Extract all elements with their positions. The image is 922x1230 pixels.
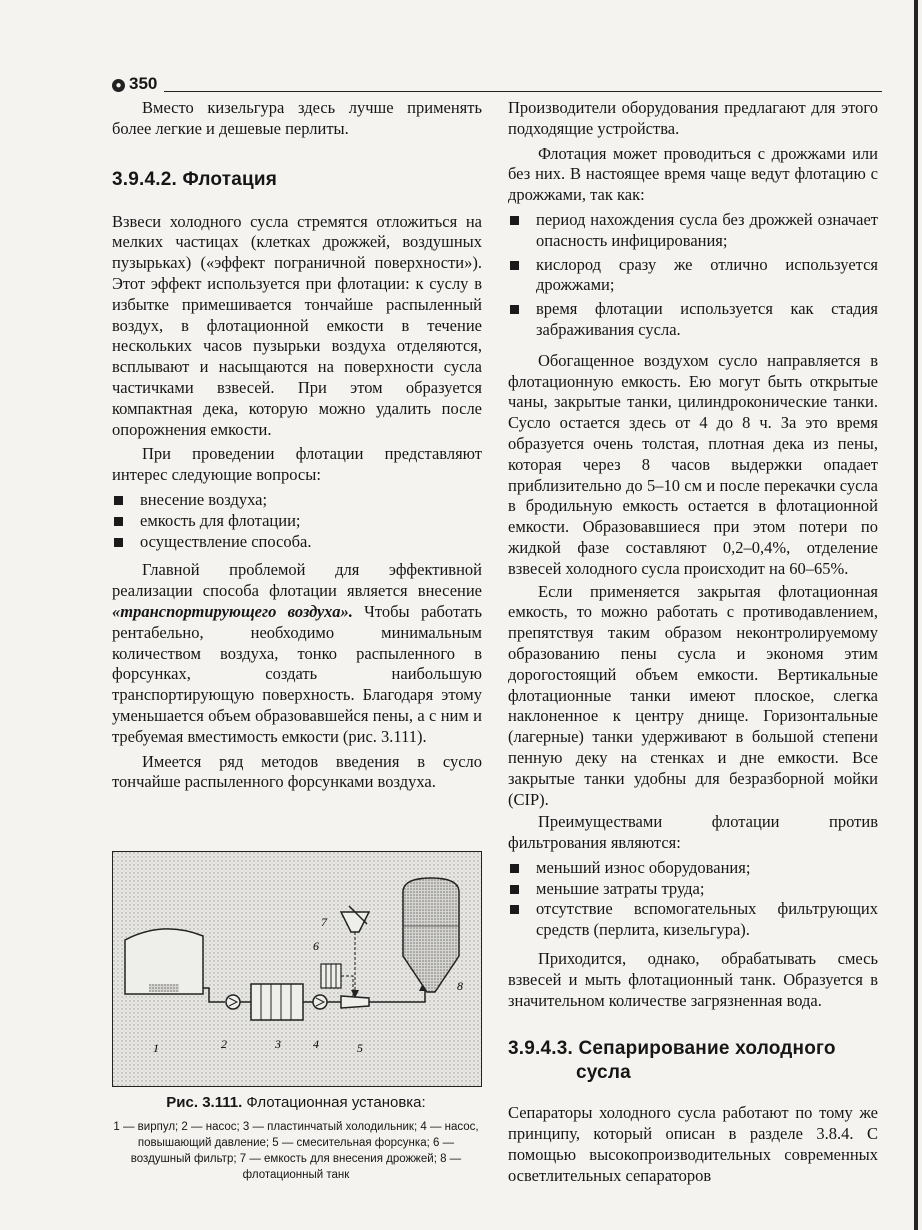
paragraph: Обогащенное воздухом сусло направляется в флотационную емкость. Ею могут быть открытые чаны, закрытые танки, цилиндроконические танки. Сусло остается здесь от 4 до 8 ч. За это время образуется очень толстая, плотная дека из пены, которая через 8 часов выдержки опадает приблизительно до 5–10 см и после перекачки сусла в бродильную емкость остается в флотационной емкости. Образовавшиеся при этом потери по жидкой фазе составляют 0,2–0,4%, отделение взвесей холодного сусла происходит на 60–65%. bbox=[508, 350, 878, 578]
emphasis: «транспортирующего воздуха». bbox=[112, 601, 353, 621]
list-item: период нахождения сусла без дрожжей означает опасность инфицирования; bbox=[508, 210, 878, 252]
paragraph: Флотация может проводиться с дрожжами или без них. В настоящее время чаще ведут флотацию с дрожжами, так как: bbox=[508, 143, 878, 205]
bullet-icon bbox=[114, 538, 123, 547]
bullet-list bbox=[508, 210, 878, 341]
page-number-text: 350 bbox=[129, 74, 158, 93]
diagram-label: 8 bbox=[457, 979, 463, 993]
list-item: меньший износ оборудования; bbox=[508, 858, 878, 879]
bullet-icon bbox=[510, 885, 519, 894]
paragraph: Приходится, однако, обрабатывать смесь взвесей и мыть флотационный танк. Образуется в значительном количестве загрязненная вода. bbox=[508, 949, 878, 1010]
paragraph: Вместо кизельгура здесь лучше применять более легкие и дешевые перлиты. bbox=[112, 98, 482, 138]
figure-caption bbox=[112, 1093, 480, 1183]
bullet-icon bbox=[114, 517, 123, 526]
list-item: осуществление способа. bbox=[112, 532, 482, 553]
bullet-icon bbox=[114, 496, 123, 505]
right-column bbox=[508, 98, 878, 1187]
diagram-label: 1 bbox=[153, 1041, 159, 1055]
list-item: отсутствие вспомогательных фильтрующих средств (перлита, кизельгура). bbox=[508, 899, 878, 941]
header-rule bbox=[164, 91, 882, 92]
plate-cooler bbox=[251, 984, 303, 1020]
list-item: время флотации используется как стадия забраживания сусла. bbox=[508, 299, 878, 341]
figure-flotation-plant bbox=[112, 851, 482, 1087]
diagram-label: 2 bbox=[221, 1037, 227, 1051]
publisher-logo-icon: ● bbox=[112, 79, 125, 92]
list-item: меньшие затраты труда; bbox=[508, 879, 878, 900]
bullet-icon bbox=[510, 261, 519, 270]
section-heading-flotation: 3.9.4.2. Флотация bbox=[112, 168, 278, 190]
bullet-icon bbox=[510, 305, 519, 314]
paragraph: Сепараторы холодного сусла работают по тому же принципу, который описан в разделе 3.8.4. С помощью высокопроизводительных современных осветлительных сепараторов bbox=[508, 1103, 878, 1185]
diagram-label: 4 bbox=[313, 1037, 319, 1051]
paragraph: Главной проблемой для эффективной реализации способа флотации является внесение «транспортирующего воздуха». Чтобы работать рентабельно, необходимо минимальным количеством воздуха, тонко распыленного в форсунках, создать наибольшую транспортирующую поверхность. Благодаря этому уменьшается объем образовавшейся пены, а с ним и требуемая вместимость емкости (рис. 3.111). bbox=[112, 560, 482, 746]
paragraph: Если применяется закрытая флотационная емкость, то можно работать с противодавлением, препятствуя таким образом неконтролируемому образованию пены сусла и экономя этим дорогостоящий объем емкости. Вертикальные флотационные танки имеют плоское, слегка наклоненное к центру днище. Горизонтальные (лагерные) танки удерживают в большой степени пенную деку на стенках и дне емкости. Все закрытые танки удобны для безразборной мойки (CIP). bbox=[508, 581, 878, 809]
paragraph: Преимуществами флотации против фильтрования являются: bbox=[508, 812, 878, 853]
flotation-diagram bbox=[113, 852, 481, 1086]
bullet-list bbox=[508, 858, 878, 941]
mixing-nozzle bbox=[341, 996, 369, 1008]
left-column bbox=[112, 98, 482, 793]
list-item: емкость для флотации; bbox=[112, 511, 482, 532]
list-item: внесение воздуха; bbox=[112, 490, 482, 511]
caption-legend: 1 — вирпул; 2 — насос; 3 — пластинчатый холодильник; 4 — насос, повышающий давление; 5 — смесительная форсунка; 6 — воздушный фильтр; 7 — емкость для внесения дрожжей; 8 — флотационный танк bbox=[113, 1121, 479, 1181]
list-item: кислород сразу же отлично используется дрожжами; bbox=[508, 255, 878, 297]
page-edge bbox=[914, 0, 918, 1230]
paragraph: Производители оборудования предлагают для этого подходящие устройства. bbox=[508, 98, 878, 138]
diagram-label: 6 bbox=[313, 939, 319, 953]
bullet-icon bbox=[510, 864, 519, 873]
diagram-label: 7 bbox=[321, 915, 327, 929]
diagram-label: 5 bbox=[357, 1041, 363, 1055]
page-header bbox=[112, 76, 882, 96]
section-heading-separation: 3.9.4.3. Сепарирование холодного сусла bbox=[508, 1038, 836, 1084]
paragraph: Имеется ряд методов введения в сусло тончайше распыленного форсунками воздуха. bbox=[112, 751, 482, 792]
bullet-icon bbox=[510, 905, 519, 914]
page-number bbox=[112, 74, 157, 94]
paragraph: При проведении флотации представляют интерес следующие вопросы: bbox=[112, 444, 482, 485]
bullet-list bbox=[112, 490, 482, 552]
diagram-label: 3 bbox=[275, 1037, 281, 1051]
caption-title: Рис. 3.111. Флотационная установка: bbox=[166, 1094, 426, 1111]
bullet-icon bbox=[510, 216, 519, 225]
paragraph: Взвеси холодного сусла стремятся отложиться на мелких частицах (клетках дрожжей, воздушных пузырьках) («эффект пограничной поверхности»). Этот эффект используется при флотации: к суслу в избытке примешивается тончайше распыленный воздух, в флотационной емкости в течение нескольких часов пузырьки воздуха отделяются, всплывают и насыщаются на поверхности сусла частичками взвесей. При этом образуется компактная дека, которую можно удалить после опорожнения емкости. bbox=[112, 211, 482, 439]
